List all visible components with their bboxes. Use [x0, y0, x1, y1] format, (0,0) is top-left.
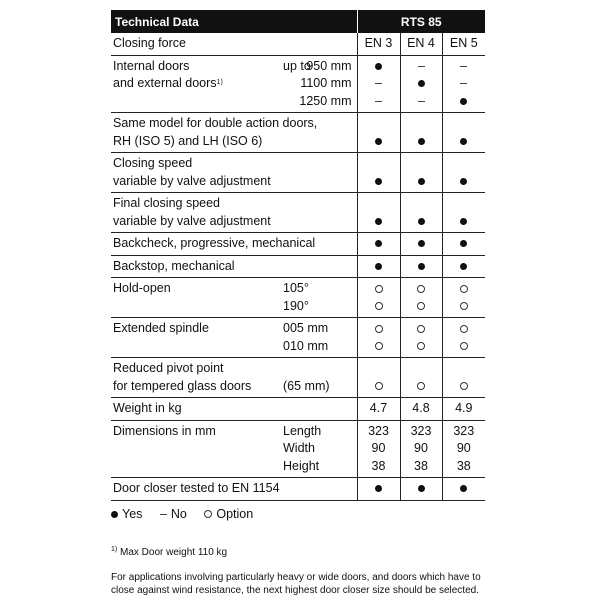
- description-text: Backcheck, progressive, mechanical: [113, 236, 316, 250]
- value-cell-en4: [400, 420, 442, 478]
- value-cell-en5: [442, 420, 485, 478]
- filled-circle-icon: [375, 218, 382, 225]
- description-qualifier: 190°: [283, 298, 309, 313]
- row-description: [111, 255, 357, 278]
- value-line: [358, 58, 400, 76]
- value-line: [401, 320, 442, 338]
- value-line: [358, 195, 400, 213]
- row-description: [111, 318, 357, 358]
- filled-circle-icon: [375, 485, 382, 492]
- technical-data-table: [111, 10, 485, 501]
- value-line: 38: [414, 458, 428, 473]
- description-line: [113, 258, 357, 276]
- table-title: Technical Data: [111, 10, 357, 33]
- hollow-circle-icon: [375, 285, 383, 293]
- hollow-circle-icon: [417, 285, 425, 293]
- filled-circle-icon: [418, 240, 425, 247]
- value-cell-en5: [442, 193, 485, 233]
- value-cell-en4: [400, 55, 442, 113]
- value-line: [443, 93, 486, 111]
- value-line: EN 4: [407, 36, 435, 50]
- value-cell-en4: [400, 233, 442, 256]
- footnote-reference: 1): [216, 79, 223, 86]
- description-text: Closing speed: [113, 156, 193, 170]
- description-size: 1250 mm: [299, 93, 352, 108]
- value-cell-en3: [357, 153, 400, 193]
- value-line: [401, 338, 442, 356]
- value-line: [401, 258, 442, 276]
- filled-circle-icon: [460, 138, 467, 145]
- row-description: [111, 478, 357, 501]
- filled-circle-icon: [460, 263, 467, 270]
- model-name: RTS 85: [357, 10, 485, 33]
- legend-yes-label: Yes: [122, 506, 143, 521]
- hollow-circle-icon: [375, 382, 383, 390]
- legend-option-label: Option: [216, 506, 254, 521]
- dash-icon: [418, 66, 425, 67]
- value-cell-en3: [357, 318, 400, 358]
- value-line: [358, 235, 400, 253]
- value-line: 323: [410, 423, 432, 438]
- value-line: [358, 133, 400, 151]
- description-qualifier: 005 mm: [283, 321, 329, 335]
- description-text: Extended spindle: [113, 321, 209, 335]
- value-line: 4.8: [412, 401, 430, 415]
- row-description: [111, 113, 357, 153]
- dash-icon: [375, 101, 382, 102]
- value-cell-en5: [442, 358, 485, 398]
- filled-circle-icon: [460, 218, 467, 225]
- value-line: 4.7: [369, 401, 388, 415]
- description-qualifier: (65 mm): [283, 378, 330, 393]
- description-line: [113, 440, 357, 458]
- hollow-circle-icon: [417, 382, 425, 390]
- table-row-door-widths: [111, 55, 485, 113]
- value-line: [401, 480, 442, 498]
- value-line: [443, 195, 486, 213]
- filled-circle-icon: [418, 80, 425, 87]
- description-line: [113, 480, 357, 498]
- table-row-extended-spindle: [111, 318, 485, 358]
- value-cell-en5: [442, 153, 485, 193]
- description-text: Reduced pivot point: [113, 361, 224, 375]
- value-cell-en3: [357, 55, 400, 113]
- value-line: [358, 320, 400, 338]
- hollow-circle-icon: [375, 302, 383, 310]
- hollow-circle-icon: [375, 342, 383, 350]
- description-text: variable by valve adjustment: [113, 173, 271, 188]
- table-row-backstop: [111, 255, 485, 278]
- description-qualifier: 010 mm: [283, 338, 329, 353]
- description-qualifier: Width: [283, 441, 315, 455]
- value-cell-en3: [357, 398, 400, 421]
- description-text: Closing force: [113, 36, 186, 50]
- dash-icon: [375, 83, 382, 84]
- footnote: [111, 547, 485, 558]
- value-line: [401, 195, 442, 213]
- filled-circle-icon: [418, 138, 425, 145]
- footnote-text: Max Door weight 110 kg: [120, 546, 228, 558]
- hollow-circle-icon: [417, 325, 425, 333]
- row-description: [111, 398, 357, 421]
- value-line: [443, 360, 486, 378]
- value-line: [401, 280, 442, 298]
- description-qualifier: Height: [283, 458, 320, 473]
- filled-circle-icon: [460, 240, 467, 247]
- value-cell-en4: [400, 255, 442, 278]
- value-cell-en4: [400, 278, 442, 318]
- value-line: 90: [371, 441, 386, 455]
- value-line: [443, 173, 486, 191]
- row-description: [111, 278, 357, 318]
- table-row-final-closing-speed: [111, 193, 485, 233]
- value-line: [443, 58, 486, 76]
- value-line: [401, 235, 442, 253]
- table-row-closing-speed: [111, 153, 485, 193]
- hollow-circle-icon: [417, 302, 425, 310]
- table-row-closing-force: [111, 33, 485, 55]
- description-line: [113, 280, 357, 298]
- value-cell-en5: [442, 318, 485, 358]
- description-line: [113, 360, 357, 378]
- description-line: [113, 235, 357, 253]
- row-description: [111, 233, 357, 256]
- value-cell-en4: [400, 193, 442, 233]
- value-cell-en5: [442, 255, 485, 278]
- table-row-hold-open: [111, 278, 485, 318]
- value-cell-en4: [400, 113, 442, 153]
- table-row-dimensions: [111, 420, 485, 478]
- filled-circle-icon: [418, 178, 425, 185]
- dash-icon: [460, 66, 467, 67]
- value-cell-en5: [442, 55, 485, 113]
- value-line: [401, 173, 442, 191]
- legend-no: [160, 507, 187, 521]
- value-cell-en3: [357, 255, 400, 278]
- filled-circle-icon: [111, 511, 118, 518]
- dash-icon: [460, 83, 467, 84]
- value-line: [443, 155, 486, 173]
- value-line: [443, 280, 486, 298]
- value-line: [358, 115, 400, 133]
- value-line: [401, 213, 442, 231]
- description-line: [113, 35, 357, 53]
- value-line: [401, 155, 442, 173]
- description-line: [113, 320, 357, 338]
- value-line: 38: [371, 458, 386, 473]
- value-line: [401, 75, 442, 93]
- row-description: [111, 420, 357, 478]
- value-cell-en3: [357, 33, 400, 55]
- value-cell-en3: [357, 113, 400, 153]
- legend-no-label: No: [170, 506, 187, 521]
- hollow-circle-icon: [375, 325, 383, 333]
- value-cell-en3: [357, 420, 400, 478]
- value-cell-en5: [442, 398, 485, 421]
- value-line: [443, 338, 486, 356]
- value-line: [443, 258, 486, 276]
- value-line: 323: [453, 423, 475, 438]
- value-cell-en4: [400, 358, 442, 398]
- description-text: Weight in kg: [113, 401, 182, 415]
- value-line: [443, 298, 486, 316]
- value-cell-en3: [357, 193, 400, 233]
- description-line: [113, 195, 357, 213]
- description-line: [113, 298, 357, 316]
- value-line: [358, 93, 400, 111]
- description-qualifier: Length: [283, 423, 322, 438]
- legend-yes: [111, 507, 142, 521]
- table-row-double-action: [111, 113, 485, 153]
- value-line: [358, 258, 400, 276]
- filled-circle-icon: [418, 263, 425, 270]
- description-text: variable by valve adjustment: [113, 213, 271, 228]
- description-line: [113, 93, 357, 111]
- value-cell-en3: [357, 478, 400, 501]
- value-line: [358, 338, 400, 356]
- table-row-weight: [111, 398, 485, 421]
- dash-icon: [160, 514, 167, 515]
- description-line: [113, 423, 357, 441]
- hollow-circle-icon: [417, 342, 425, 350]
- description-line: [113, 213, 357, 231]
- description-size: 950 mm: [306, 58, 352, 73]
- value-cell-en4: [400, 33, 442, 55]
- value-line: [401, 115, 442, 133]
- value-line: 90: [456, 441, 471, 455]
- technical-data-sheet: [111, 10, 485, 597]
- description-text: Same model for double action doors,: [113, 116, 318, 130]
- value-line: EN 5: [449, 36, 478, 50]
- hollow-circle-icon: [460, 285, 468, 293]
- value-cell-en4: [400, 478, 442, 501]
- dash-icon: [418, 101, 425, 102]
- description-line: [113, 173, 357, 191]
- value-cell-en4: [400, 318, 442, 358]
- value-cell-en4: [400, 398, 442, 421]
- value-line: [358, 173, 400, 191]
- hollow-circle-icon: [460, 382, 468, 390]
- value-line: [443, 115, 486, 133]
- description-line: [113, 458, 357, 476]
- value-cell-en5: [442, 113, 485, 153]
- hollow-circle-icon: [460, 342, 468, 350]
- value-line: [443, 75, 486, 93]
- description-text: and external doors: [113, 76, 217, 90]
- filled-circle-icon: [460, 485, 467, 492]
- value-line: 90: [414, 441, 428, 455]
- value-line: [401, 133, 442, 151]
- filled-circle-icon: [375, 138, 382, 145]
- table-header-row: [111, 10, 485, 33]
- description-text: Internal doors: [113, 58, 190, 73]
- description-line: [113, 400, 357, 418]
- filled-circle-icon: [460, 98, 467, 105]
- description-text: Hold-open: [113, 281, 171, 295]
- row-description: [111, 193, 357, 233]
- value-cell-en5: [442, 278, 485, 318]
- row-description: [111, 55, 357, 113]
- filled-circle-icon: [375, 178, 382, 185]
- row-description: [111, 358, 357, 398]
- hollow-circle-icon: [460, 302, 468, 310]
- value-cell-en3: [357, 358, 400, 398]
- value-line: [443, 133, 486, 151]
- value-line: 4.9: [455, 401, 473, 415]
- filled-circle-icon: [375, 63, 382, 70]
- legend: [111, 507, 485, 521]
- value-line: [358, 480, 400, 498]
- value-line: [358, 378, 400, 396]
- description-text: Final closing speed: [113, 196, 221, 210]
- value-line: [358, 75, 400, 93]
- value-line: [401, 360, 442, 378]
- hollow-circle-icon: [460, 325, 468, 333]
- value-cell-en5: [442, 233, 485, 256]
- value-line: [358, 280, 400, 298]
- description-line: [113, 58, 357, 76]
- footnote-marker: 1): [111, 545, 118, 553]
- description-line: [113, 338, 357, 356]
- description-line: [113, 115, 357, 133]
- value-line: 38: [456, 458, 471, 473]
- value-line: EN 3: [364, 36, 393, 50]
- hollow-circle-icon: [204, 510, 212, 518]
- value-line: [443, 480, 486, 498]
- filled-circle-icon: [375, 240, 382, 247]
- value-line: 323: [368, 423, 389, 438]
- value-line: [401, 93, 442, 111]
- description-text: Dimensions in mm: [113, 423, 216, 438]
- description-line: [113, 155, 357, 173]
- table-body: [111, 33, 485, 500]
- filled-circle-icon: [418, 218, 425, 225]
- value-line: [358, 155, 400, 173]
- description-size: 1100 mm: [300, 76, 352, 90]
- description-line: [113, 75, 357, 93]
- row-description: [111, 33, 357, 55]
- value-cell-en3: [357, 233, 400, 256]
- value-line: [358, 360, 400, 378]
- description-qualifier: up to: [283, 58, 311, 73]
- description-line: [113, 378, 357, 396]
- description-text: for tempered glass doors: [113, 378, 252, 393]
- filled-circle-icon: [375, 263, 382, 270]
- value-line: [443, 213, 486, 231]
- filled-circle-icon: [418, 485, 425, 492]
- value-line: [401, 298, 442, 316]
- filled-circle-icon: [460, 178, 467, 185]
- value-cell-en3: [357, 278, 400, 318]
- legend-option: [204, 507, 253, 521]
- value-line: [358, 213, 400, 231]
- description-text: Door closer tested to EN 1154: [113, 481, 280, 495]
- value-line: [443, 378, 486, 396]
- value-cell-en5: [442, 478, 485, 501]
- table-row-reduced-pivot: [111, 358, 485, 398]
- application-note: For applications involving particularly heavy or wide doors, and doors which have to close against wind resistance, the next highest door closer size should be selected.: [111, 571, 481, 596]
- value-line: [401, 378, 442, 396]
- table-row-backcheck: [111, 233, 485, 256]
- value-line: [443, 235, 486, 253]
- value-cell-en5: [442, 33, 485, 55]
- table-row-en1154: [111, 478, 485, 501]
- value-line: [358, 298, 400, 316]
- value-line: [401, 58, 442, 76]
- description-text: RH (ISO 5) and LH (ISO 6): [113, 133, 263, 148]
- value-cell-en4: [400, 153, 442, 193]
- row-description: [111, 153, 357, 193]
- description-text: Backstop, mechanical: [113, 258, 235, 273]
- value-line: [443, 320, 486, 338]
- description-qualifier: 105°: [283, 281, 309, 295]
- description-line: [113, 133, 357, 151]
